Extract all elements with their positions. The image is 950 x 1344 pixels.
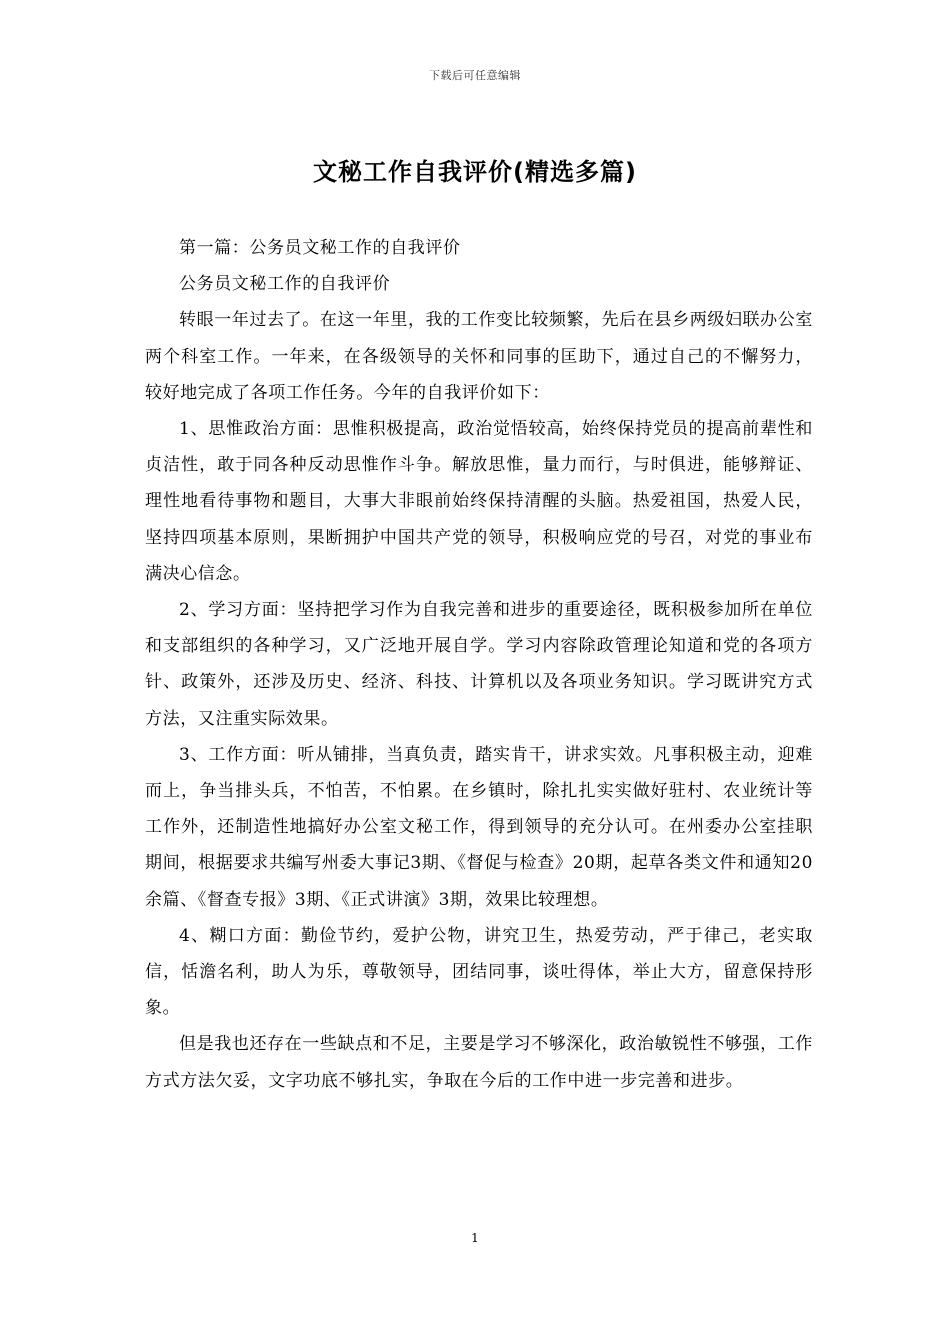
subsection-heading: 公务员文秘工作的自我评价 bbox=[179, 274, 391, 295]
section-heading: 第一篇：公务员文秘工作的自我评价 bbox=[179, 238, 461, 258]
body-paragraph: 1、思惟政治方面：思惟积极提高，政治觉悟较高，始终保持党员的提高前辈性和贞洁性，敢于同各种反动思惟作斗争。解放思惟，量力而行，与时俱进，能够辩证、理性地看待事物和题目，大事大非眼前始终保持清醒的头脑。热爱祖国，热爱人民，坚持四项基本原则，果断拥护中国共产党的领导，积极响应党的号召，对党的事业布满决心信念。 bbox=[145, 419, 813, 584]
body-paragraph: 但是我也还存在一些缺点和不足，主要是学习不够深化，政治敏锐性不够强，工作方式方法欠妥，文字功底不够扎实，争取在今后的工作中进一步完善和进步。 bbox=[145, 1034, 813, 1091]
header-note: 下载后可任意编辑 bbox=[429, 69, 521, 82]
body-paragraph: 转眼一年过去了。在这一年里，我的工作变比较频繁，先后在县乡两级妇联办公室两个科室工作。一年来，在各级领导的关怀和同事的匡助下，通过自己的不懈努力，较好地完成了各项工作任务。今年的自我评价如下： bbox=[145, 310, 813, 403]
body-paragraph: 2、学习方面：坚持把学习作为自我完善和进步的重要途径，既积极参加所在单位和支部组织的各种学习，又广泛地开展自学。学习内容除政管理论知道和党的各项方针、政策外，还涉及历史、经济、科技、计算机以及各项业务知识。学习既讲究方式方法，又注重实际效果。 bbox=[145, 600, 813, 729]
document-title: 文秘工作自我评价(精选多篇) bbox=[313, 158, 637, 186]
page-number: 1 bbox=[471, 1231, 479, 1245]
body-paragraph: 3、工作方面：听从铺排，当真负责，踏实肯干，讲求实效。凡事积极主动，迎难而上，争当排头兵，不怕苦，不怕累。在乡镇时，除扎扎实实做好驻村、农业统计等工作外，还制造性地搞好办公室文秘工作，得到领导的充分认可。在州委办公室挂职期间，根据要求共编写州委大事记3期、《督促与检查》20期，起草各类文件和通知20余篇、《督查专报》3期、《正式讲演》3期，效果比较理想。 bbox=[145, 744, 813, 910]
body-paragraph: 4、糊口方面：勤俭节约，爱护公物，讲究卫生，热爱劳动，严于律己，老实取信，恬澹名利，助人为乐，尊敬领导，团结同事，谈吐得体，举止大方，留意保持形象。 bbox=[145, 925, 813, 1019]
document-body bbox=[145, 230, 813, 1099]
